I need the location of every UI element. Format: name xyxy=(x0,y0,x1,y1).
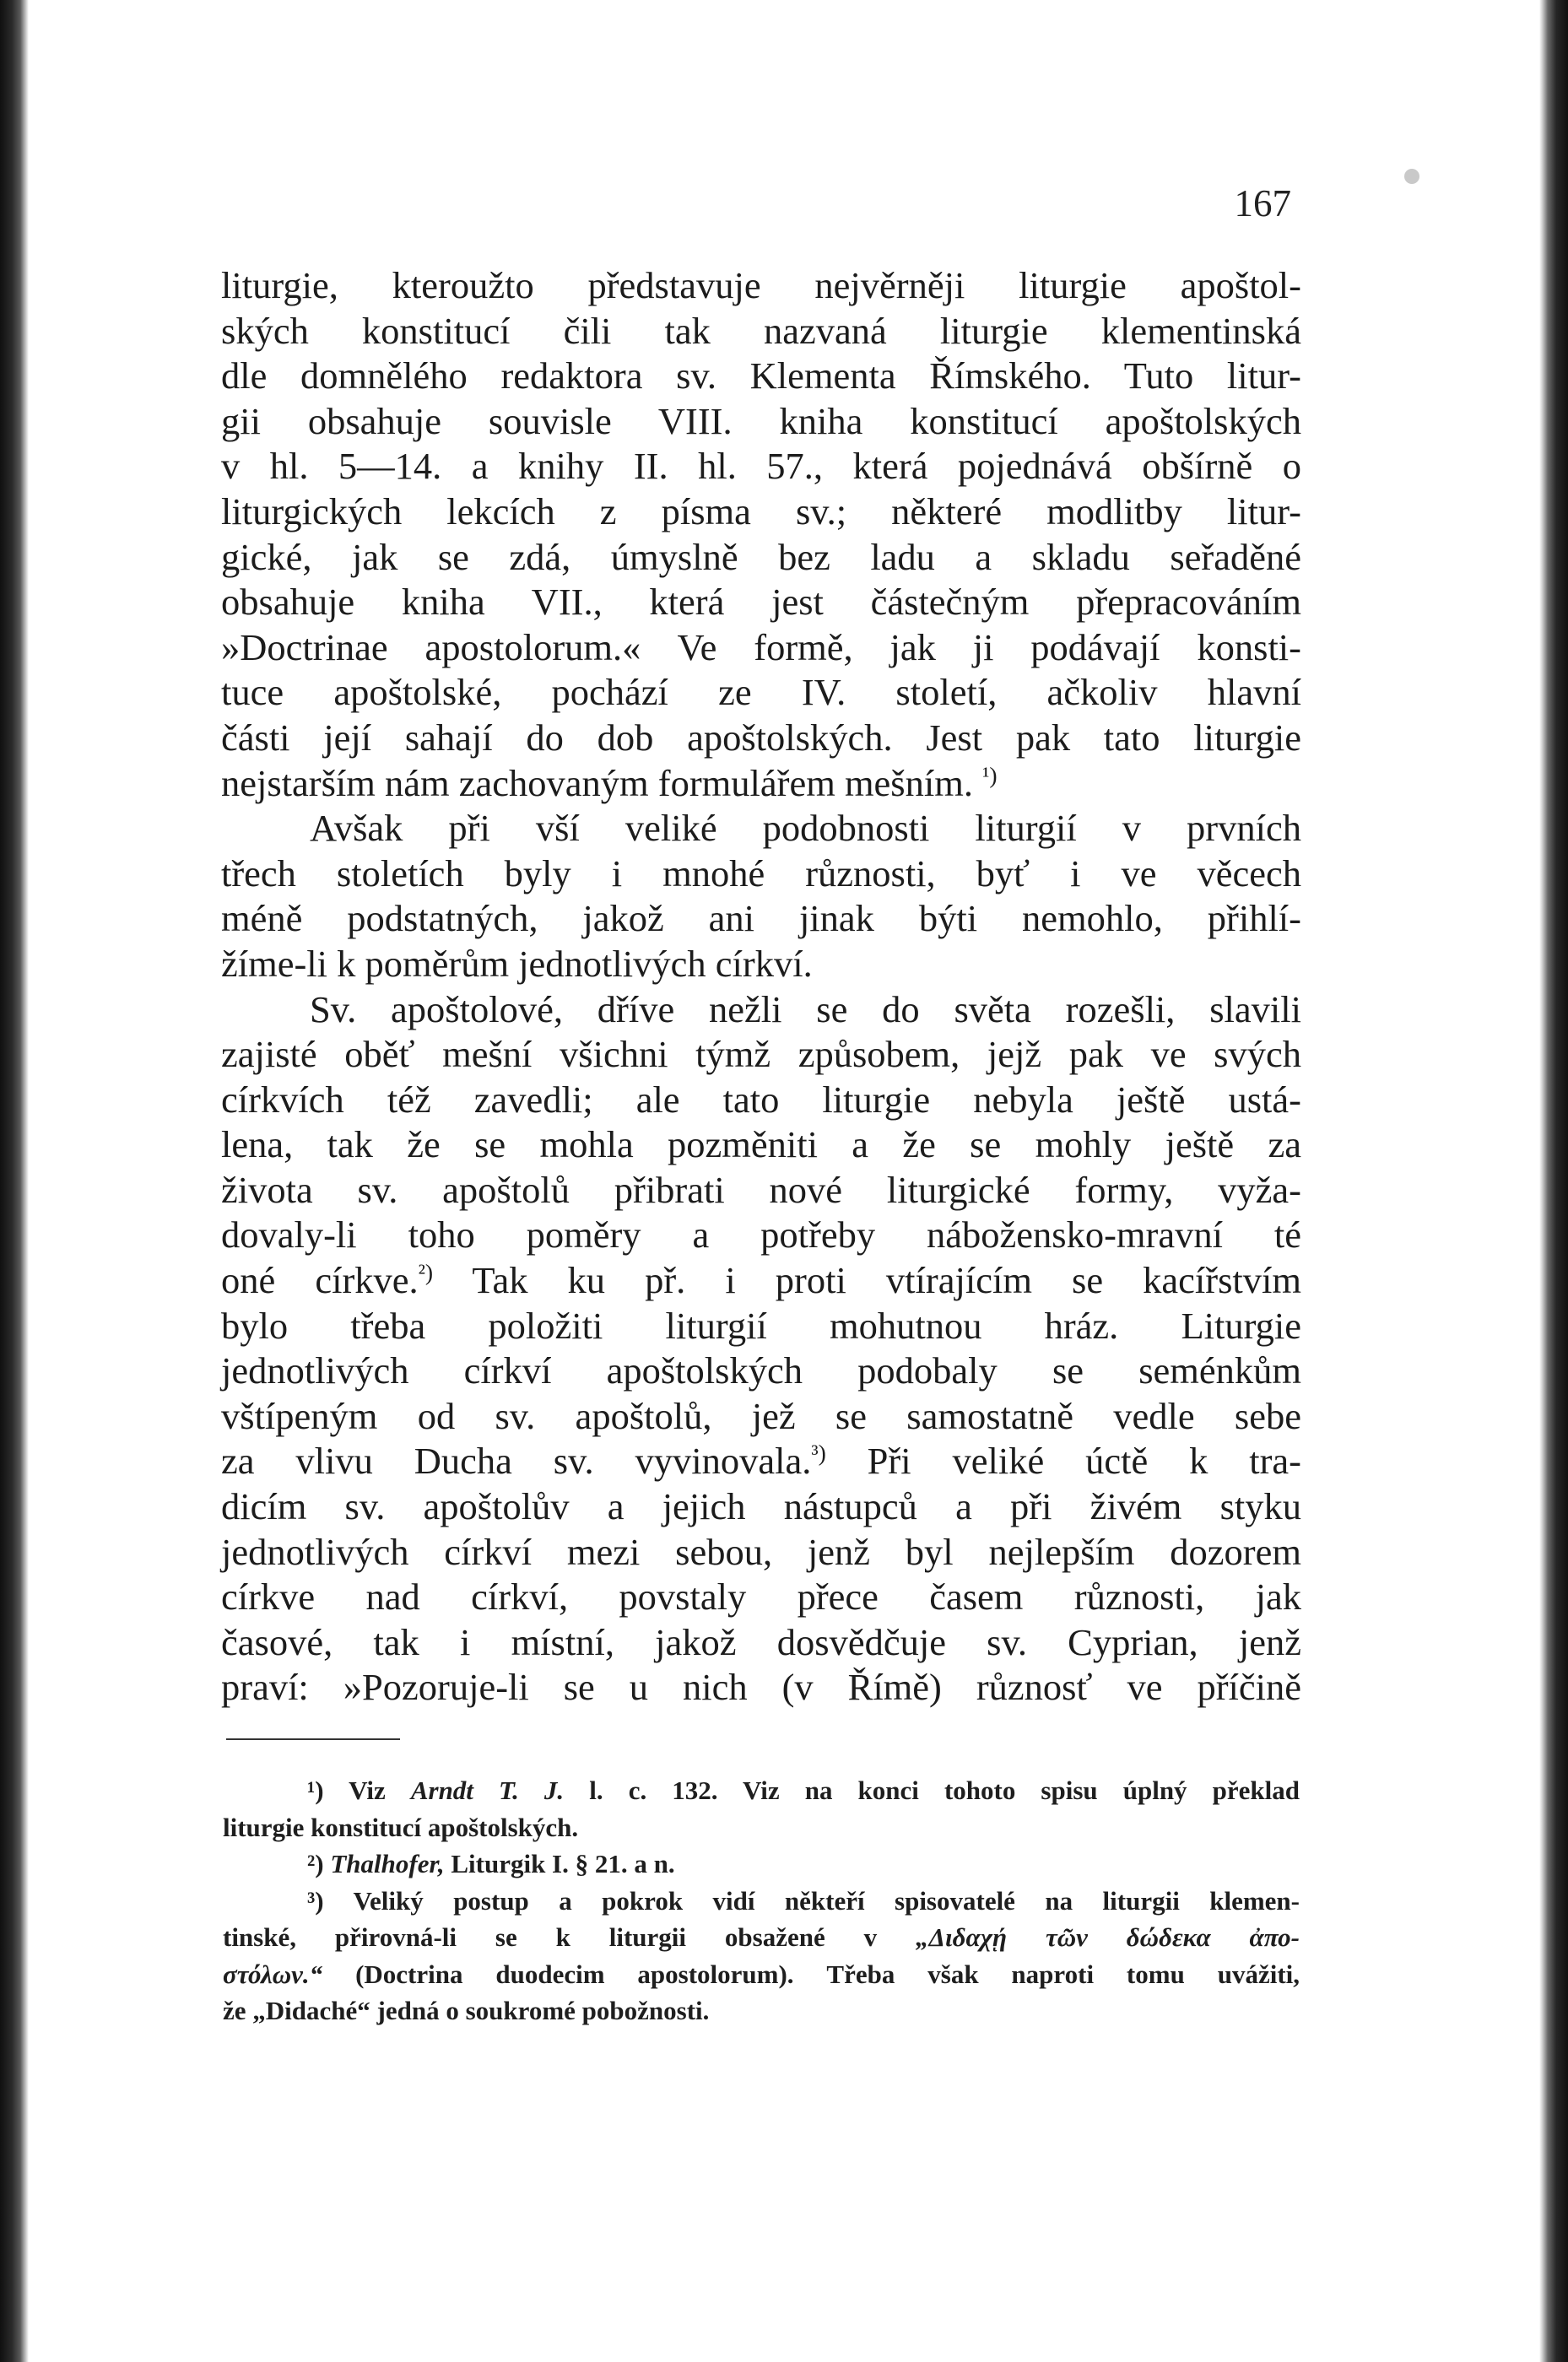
text-line: dicím sv. apoštolův a jejich nástupců a při živém styku xyxy=(221,1485,1301,1528)
footnote-ref-1: ¹) xyxy=(982,761,998,788)
text-segment: oné církve. xyxy=(221,1259,419,1302)
footnote-mark: ¹) xyxy=(307,1776,324,1805)
text-line: méně podstatných, jakož ani jinak býti nemohlo, přihlí- xyxy=(221,897,1301,940)
footnotes xyxy=(223,1772,1300,2030)
footnote-1-cont: liturgie konstitucí apoštolských. xyxy=(223,1812,579,1842)
footnote-3-cont xyxy=(223,1956,1300,1993)
text-line: liturgie, kteroužto představuje nejvěrněji liturgie apoštol- xyxy=(221,264,1301,306)
text-line: třech stoletích byly i mnohé různosti, byť i ve věcech xyxy=(221,851,1301,895)
footnote-text: Liturgik I. § 21. a n. xyxy=(451,1849,675,1878)
text-segment: Tak ku př. i proti vtírajícím se kacířstvím xyxy=(472,1259,1301,1302)
text-segment: za vlivu Ducha sv. vyvinovala. xyxy=(221,1440,812,1483)
text-line: církvích též zavedli; ale tato liturgie nebyla ještě ustá- xyxy=(221,1078,1301,1121)
page-number: 167 xyxy=(1234,182,1291,224)
footnote-3-cont xyxy=(223,1919,1300,1956)
text-line: dovaly-li toho poměry a potřeby nábožensko-mravní té xyxy=(221,1213,1301,1257)
scan-edge-left xyxy=(0,0,29,2362)
text-line xyxy=(221,1439,1301,1484)
text-line: části její sahají do dob apoštolských. Jest pak tato liturgie xyxy=(221,716,1301,759)
footnote-mark: ³) xyxy=(307,1885,324,1916)
footnote-text: tinské, přirovná-li se k liturgii obsažené v xyxy=(223,1922,878,1952)
text-line: liturgických lekcích z písma sv.; některé modlitby litur- xyxy=(221,489,1301,532)
text-segment: Při veliké úctě k tra- xyxy=(867,1440,1301,1483)
footnote-greek: στόλων.“ xyxy=(223,1959,323,1989)
footnote-text: (Doctrina duodecim apostolorum). Třeba však naproti tomu uvážiti, xyxy=(355,1959,1300,1989)
text-line: časové, tak i místní, jakož dosvědčuje sv. Cyprian, jenž xyxy=(221,1620,1301,1663)
footnote-text: Veliký postup a pokrok vidí někteří spisovatelé na liturgii klemen- xyxy=(353,1885,1300,1916)
paragraph-start: Avšak při vší veliké podobnosti liturgií v prvních xyxy=(310,807,1301,850)
text-line: tuce apoštolské, pochází ze IV. století, ačkoliv hlavní xyxy=(221,671,1301,714)
text-line: v hl. 5—14. a knihy II. hl. 57., která pojednává obšírně o xyxy=(221,445,1301,488)
footnote-separator xyxy=(226,1738,400,1740)
footnote-ref-3: ³) xyxy=(811,1440,826,1467)
footnote-2 xyxy=(223,1846,1300,1883)
text-line: gické, jak se zdá, úmyslně bez ladu a skladu seřaděné xyxy=(221,535,1301,578)
footnote-mark: ²) xyxy=(307,1849,324,1878)
text-line: církve nad církví, povstaly přece časem různosti, jak xyxy=(221,1576,1301,1619)
text-line: bylo třeba položiti liturgií mohutnou hráz. Liturgie xyxy=(221,1304,1301,1347)
text-line: ských konstitucí čili tak nazvaná liturgie klementinská xyxy=(221,309,1301,352)
footnote-greek: „Διδαχῄ τῶν δώδεκα ἀπο- xyxy=(916,1922,1300,1952)
main-text xyxy=(221,263,1301,1711)
paragraph-start: Sv. apoštolové, dříve nežli se do světa rozešli, slavili xyxy=(310,987,1301,1030)
text-line xyxy=(221,1258,1301,1304)
text-line: jednotlivých církví mezi sebou, jenž byl nejlepším dozorem xyxy=(221,1530,1301,1573)
footnote-3 xyxy=(223,1883,1300,1920)
footnote-text: l. c. 132. Viz na konci tohoto spisu úplný překlad xyxy=(589,1776,1300,1805)
text-line: života sv. apoštolů přibrati nové liturgické formy, vyža- xyxy=(221,1168,1301,1211)
footnote-3-cont: že „Didaché“ jedná o soukromé pobožnosti. xyxy=(223,1996,710,2025)
text-line: žíme-li k poměrům jednotlivých církví. xyxy=(221,942,813,985)
text-line xyxy=(221,761,1301,807)
text-segment: nejstarším nám zachovaným formulářem mešním. xyxy=(221,761,973,804)
scan-edge-right xyxy=(1539,0,1568,2362)
text-line: praví: »Pozoruje-li se u nich (v Římě) různosť ve příčině xyxy=(221,1666,1301,1709)
footnote-author: Thalhofer, xyxy=(330,1849,445,1878)
text-line: dle domnělého redaktora sv. Klementa Římského. Tuto litur- xyxy=(221,354,1301,397)
text-line: obsahuje kniha VII., která jest částečným přepracováním xyxy=(221,581,1301,624)
footnote-author: Arndt T. J. xyxy=(410,1776,565,1805)
text-line: vštípeným od sv. apoštolů, jež se samostatně vedle sebe xyxy=(221,1394,1301,1437)
scan-speck xyxy=(1404,169,1419,184)
text-line: jednotlivých církví apoštolských podobaly se seménkům xyxy=(221,1349,1301,1392)
text-line: lena, tak že se mohla pozměniti a že se mohly ještě za xyxy=(221,1123,1301,1166)
footnote-ref-2: ²) xyxy=(418,1258,434,1285)
text-line: zajisté oběť mešní všichni týmž způsobem, jejž pak ve svých xyxy=(221,1033,1301,1076)
text-line: »Doctrinae apostolorum.« Ve formě, jak ji podávají konsti- xyxy=(221,625,1301,668)
text-line: gii obsahuje souvisle VIII. kniha konstitucí apoštolských xyxy=(221,399,1301,442)
footnote-1: ¹) Viz Arndt T. J. l. c. 132. Viz na konci tohoto spisu úplný překlad xyxy=(307,1776,1300,1805)
